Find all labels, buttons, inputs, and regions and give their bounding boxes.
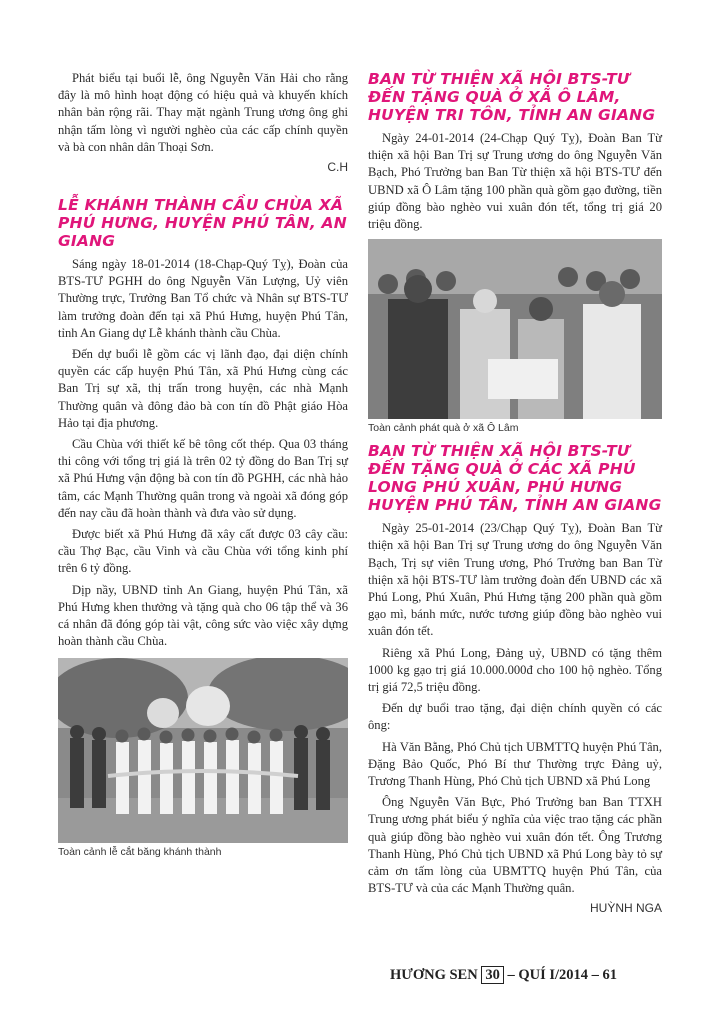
- intro-signature: C.H: [327, 160, 348, 175]
- issue-quarter: – QUÍ I/2014 –: [507, 967, 599, 983]
- article-paragraph: Đến dự buổi trao tặng, đại diện chính quyền có các ông:: [368, 701, 662, 733]
- intro-paragraph: Phát biểu tại buổi lễ, ông Nguyễn Văn Hải cho rằng đây là mô hình hoạt động có hiệu quả và khuyến khích nhân bản rộng rãi. Thay mặt ngành Trung ương ông ghi nhận tấm lòng vì người nghèo của các cấp chính quyền và bà con nhân dân Thoại Sơn.: [58, 71, 348, 154]
- gift-giving-photo-graphic: [368, 239, 662, 419]
- article-paragraph: Được biết xã Phú Hưng đã xây cất được 03 cây cầu: cầu Thợ Bạc, cầu Vinh và cầu Chùa với tổng kinh phí trên 6 tỷ đồng.: [58, 527, 348, 576]
- article-paragraph: Riêng xã Phú Long, Đảng uỷ, UBND có tặng thêm 1000 kg gạo trị giá 10.000.000đ cho 100 hộ nghèo. Tổng trị giá 72,5 triệu đồng.: [368, 645, 662, 695]
- article-title-cau-chua: LỄ KHÁNH THÀNH CẦU CHÙA XÃ PHÚ HƯNG, HUYỆN PHÚ TÂN, AN GIANG: [58, 196, 347, 251]
- article-paragraph: Cầu Chùa với thiết kế bê tông cốt thép. Qua 03 tháng thi công với tổng trị giá là trên 02 tỷ đồng do Ban Trị sự xã Phú Hưng vận động bà con tín đồ PGHH, các nhà hảo tâm, các Mạnh Thường quân trong và ngoài xã đóng góp đến nay cầu đã hoàn thành và đưa vào sử dụng.: [58, 437, 348, 520]
- gift-giving-photo: [368, 239, 662, 419]
- article-title-phu-long: BAN TỪ THIỆN XÃ HỘI BTS-TƯ ĐẾN TẶNG QUÀ Ở CÁC XÃ PHÚ LONG PHÚ XUÂN, PHÚ HƯNG HUYỆN PHÚ TÂN, TỈNH AN GIANG: [368, 442, 662, 515]
- article-paragraph: Ngày 25-01-2014 (23/Chạp Quý Tỵ), Đoàn Ban Từ thiện xã hội Ban Trị sự Trung ương do ông Nguyễn Văn Bạch, Trị sự viên Trung ương, Phó Trưởng ban Ban Từ thiện xã hội BTS-TƯ làm trưởng đoàn đến UBND các xã Phú Long, Phú Xuân, Phú Hưng tặng 200 phần quà gồm gạo mì, bánh mức, nước tương giúp đồng bào nghèo vui xuân đón tết.: [368, 521, 662, 639]
- article-paragraph: Ông Nguyễn Văn Bực, Phó Trưởng ban Ban TTXH Trung ương phát biểu ý nghĩa của việc trao tặng các phần quà giúp đồng bào nghèo vui xuân đón tết. Ông Trương Thanh Hùng, Phó Chủ tịch UBND xã Phú Long bày tỏ sự cảm ơn tấm lòng của UBMTTQ huyện Phú Tân, của BTS-TƯ và của các Mạnh Thường quân.: [368, 795, 662, 896]
- article-paragraph: Ngày 24-01-2014 (24-Chạp Quý Tỵ), Đoàn Ban Từ thiện xã hội Ban Trị sự Trung ương do ông Nguyễn Văn Bạch, Phó Trưởng ban Ban Từ thiện xã hội BTS-TƯ đến UBND xã Ô Lâm tặng 100 phần quà gồm gạo đường, tiền giúp đồng bào nghèo vui xuân đón tết, tổng trị giá 20 triệu đồng.: [368, 131, 662, 232]
- issue-number: 30: [481, 966, 504, 984]
- right-column: [368, 70, 662, 921]
- article-signature: HUỲNH NGA: [589, 901, 662, 916]
- magazine-name: HƯƠNG SEN: [390, 967, 478, 983]
- ribbon-cutting-photo-graphic: [58, 658, 348, 843]
- article-paragraph: Hà Văn Bằng, Phó Chủ tịch UBMTTQ huyện Phú Tân, Đặng Bảo Quốc, Phó Bí thư Thường trực Đảng uỷ, Trương Thanh Hùng, Phó Chủ tịch UBND xã Phú Long: [368, 739, 662, 789]
- page-number: 61: [602, 967, 618, 983]
- article-paragraph: Dịp nầy, UBND tỉnh An Giang, huyện Phú Tân, xã Phú Hưng khen thưởng và tặng quà cho 06 tập thể và 36 cá nhân đã đóng góp tài vật, công sức vào việc xây dựng hoàn thành cầu Chùa.: [58, 582, 348, 649]
- gift-giving-caption: Toàn cảnh phát quà ở xã Ô Lâm: [368, 422, 519, 435]
- ribbon-cutting-caption: Toàn cảnh lễ cắt băng khánh thành: [58, 846, 222, 859]
- page-footer: [390, 966, 670, 984]
- left-column: [58, 70, 348, 866]
- ribbon-cutting-photo: [58, 658, 348, 843]
- article-paragraph: Đến dự buổi lễ gồm các vị lãnh đạo, đại diện chính quyền các cấp huyện Phú Tân, xã Phú Hưng cùng các Ban Trị sự xã, thị trấn trong huyện, các nhà Mạnh Thường quân và đông đảo bà con tín đồ Phật giáo Hòa Hảo tại địa phương.: [58, 347, 348, 430]
- article-paragraph: Sáng ngày 18-01-2014 (18-Chạp-Quý Tỵ), Đoàn của BTS-TƯ PGHH do ông Nguyễn Văn Lượng, Uỷ viên Thường trực, Trưởng Ban Tổ chức và Nhân sự BTS-TƯ làm trưởng đoàn đến tại xã Phú Hưng, huyện Phú Tân, tỉnh An Giang dự Lễ khánh thành cầu Chùa.: [58, 257, 348, 340]
- article-title-o-lam: BAN TỪ THIỆN XÃ HỘI BTS-TƯ ĐẾN TẶNG QUÀ Ở XÃ Ô LÂM, HUYỆN TRI TÔN, TỈNH AN GIANG: [368, 70, 656, 124]
